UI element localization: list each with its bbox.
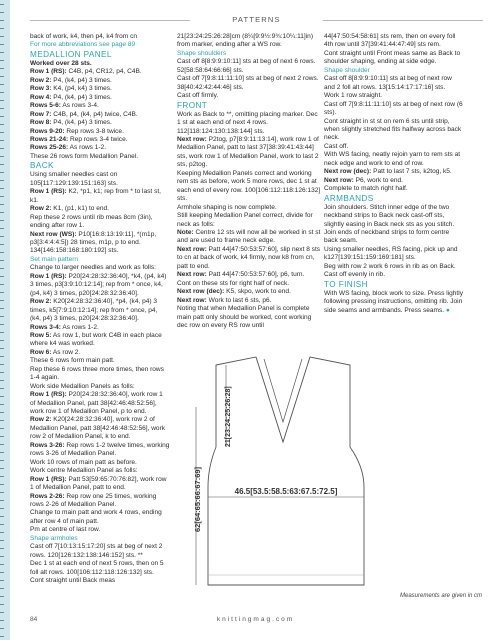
pattern-row-label: Row 2: bbox=[30, 205, 52, 213]
ruler-tick bbox=[0, 156, 4, 157]
ruler-tick bbox=[0, 484, 4, 485]
abbreviations-link[interactable]: For more abbreviations see page 89 bbox=[30, 41, 136, 49]
ruler-tick bbox=[0, 284, 4, 285]
ruler-tick bbox=[0, 228, 4, 229]
front-rows-2 bbox=[177, 288, 321, 305]
ruler-tick bbox=[0, 92, 4, 93]
front-next-row bbox=[177, 136, 321, 170]
header-rule-right bbox=[323, 20, 483, 21]
ruler-tick bbox=[0, 612, 4, 613]
pattern-row bbox=[30, 493, 170, 510]
paragraph: Rep these 6 rows three more times, then rows 1-4 again. bbox=[30, 365, 164, 382]
ruler-tick bbox=[0, 116, 4, 117]
pattern-row bbox=[30, 416, 170, 441]
ruler-tick bbox=[0, 324, 4, 325]
shape-armholes-text-3: Cont straight until Back meas bbox=[30, 577, 116, 585]
pattern-row-text: Rep rows 3-4 twice. bbox=[68, 135, 128, 143]
pattern-row-text: P20[24:28:32:36:40], work row 1 of Medallion Panel, patt 38[42:46:48:52:56], work row 1 of Medallion Panel, p to end. bbox=[30, 391, 163, 416]
ruler-tick bbox=[0, 444, 4, 445]
pattern-row-text: P20[24:28:32:36:40], *k4, (p4, k4) 3 times, p3[3:9:10:12:14]; rep from * once, k4, (p4, k4) 3 times, p20[24:28:32:36:40]. bbox=[30, 272, 167, 297]
height-label: 62[64:65:66:67:69] bbox=[193, 466, 202, 532]
pattern-row bbox=[30, 68, 170, 76]
pattern-row bbox=[30, 349, 170, 357]
pattern-row-text: C4B, p4, (k4, p4) twice, C4B. bbox=[51, 110, 138, 118]
pattern-row-text: K2, *p1, k1; rep from * to last st, k1. bbox=[30, 188, 161, 204]
side-rows bbox=[30, 391, 170, 459]
paragraph: Pm at centre of last row. bbox=[30, 526, 101, 534]
front-rows bbox=[177, 246, 321, 280]
front-text-2: Keeping Medallion Panels correct and working rem sts as before, work 5 more rows, dec 1 st at each end of every row. 100[106:112:118:126:132] sts. bbox=[177, 169, 321, 203]
pattern-row-text: P4, (k4, p4) 3 times. bbox=[51, 119, 112, 127]
pattern-row-label: Rows 9-20: bbox=[30, 127, 65, 135]
pattern-row-label: Row 5: bbox=[30, 331, 52, 339]
ruler-tick bbox=[0, 420, 4, 421]
pattern-row-label: Row 7: bbox=[30, 110, 52, 118]
pattern-row-label: Row 8: bbox=[30, 119, 52, 127]
ruler-tick bbox=[0, 460, 4, 461]
paragraph: Change to main patt and work 4 rows, ending after row 4 of main patt. bbox=[30, 509, 162, 525]
pattern-row-label: Row 3: bbox=[30, 85, 52, 93]
ruler-tick bbox=[0, 188, 4, 189]
pattern-row bbox=[30, 128, 170, 136]
paragraph: Cast off 7[9:8:11:11:10] sts at beg of next 2 rows. 38[40:42:42:44:46] sts. bbox=[177, 75, 319, 91]
ruler-tick bbox=[0, 380, 4, 381]
centre-rows bbox=[30, 476, 170, 510]
paragraph: Work side Medallion Panels as folls: bbox=[30, 382, 135, 390]
ruler-tick bbox=[0, 548, 4, 549]
ruler-tick bbox=[0, 412, 4, 413]
paragraph: Cast off 7[9:8:11:11:10] sts at beg of next row (6 sts). bbox=[324, 100, 463, 117]
shape-shoulder-heading: Shape shoulder bbox=[324, 66, 370, 74]
pattern-row-label: Row 1 (RS): bbox=[30, 475, 67, 483]
front-text-1: Work as Back to **, omitting placing marker. Dec 1 st at each end of next 4 rows. 112[118:124:130:138:144] sts. bbox=[177, 110, 318, 135]
ruler-tick bbox=[0, 564, 4, 565]
ruler-tick bbox=[0, 316, 4, 317]
paragraph: Work 1 row straight. bbox=[324, 92, 383, 100]
pattern-row-text: As rows 1-2. bbox=[68, 144, 107, 152]
set-main-heading: Set main pattern bbox=[30, 255, 79, 263]
ruler-tick bbox=[0, 476, 4, 477]
pattern-row-text: K20[24:28:32:36:40], work row 2 of Medallion Panel, patt 38[42:46:48:52:56], work row 2 of Medallion Panel, k to end. bbox=[30, 416, 166, 441]
pattern-row-label: Next row: bbox=[177, 271, 207, 279]
ruler-tick bbox=[0, 348, 4, 349]
col3-next-row bbox=[324, 168, 464, 176]
ruler-tick bbox=[0, 508, 4, 509]
back-rows bbox=[30, 188, 170, 256]
finish-heading: TO FINISH bbox=[324, 279, 368, 289]
col3-next-row-2 bbox=[324, 177, 464, 185]
pattern-row-text: P4, (k4, p4) 3 times. bbox=[51, 93, 112, 101]
pattern-row bbox=[30, 119, 170, 127]
ruler-tick bbox=[0, 124, 4, 125]
finish-body: With WS facing, block work to size. Press lightly following pressing instructions, omitting rib. Join side seams and armbands. Press seams. bbox=[324, 289, 463, 314]
pattern-row bbox=[177, 271, 321, 279]
ruler-tick bbox=[0, 244, 4, 245]
ruler-tick bbox=[0, 132, 4, 133]
ruler-tick bbox=[0, 164, 4, 165]
page-footer bbox=[30, 616, 481, 626]
ruler-tick bbox=[0, 500, 4, 501]
shoulders-body bbox=[177, 58, 321, 100]
pattern-row-text: As row 2. bbox=[51, 348, 81, 356]
ruler-tick bbox=[0, 212, 4, 213]
ruler-tick bbox=[0, 84, 4, 85]
pattern-row-label: Row 1 (RS): bbox=[30, 188, 67, 196]
ruler-tick bbox=[0, 516, 4, 517]
paragraph: Cast off 8[8:9:9:10:11] sts at beg of next row and 2 foll alt rows. 13[15:14:17:17:16] sts. bbox=[324, 75, 452, 91]
pattern-row-text: K20[24:28:32:36:40], *p4, (k4, p4) 3 times, k5[7:9:10:12:14]; rep from * once, p4, (k4, p4) 3 times, p20[24:28:32:36:40]. bbox=[30, 298, 158, 323]
side-ruler bbox=[0, 0, 10, 640]
ruler-tick bbox=[0, 604, 4, 605]
pattern-row bbox=[30, 188, 170, 205]
ruler-tick bbox=[0, 596, 4, 597]
site-url: knittingmag.com bbox=[216, 616, 295, 623]
ruler-tick bbox=[0, 52, 4, 53]
pattern-row-label: Row 1 (RS): bbox=[30, 68, 67, 76]
column-2 bbox=[177, 33, 321, 330]
complete-text: Complete to match right half. bbox=[324, 185, 408, 193]
pattern-row-label: Rows 3-26: bbox=[30, 441, 65, 449]
pattern-row-text: Patt 44[47:50:53:57:60], p6, turn. bbox=[206, 271, 305, 279]
pattern-row-text: K4, (p4, k4) 3 times. bbox=[51, 85, 112, 93]
ruler-tick bbox=[0, 636, 4, 637]
pattern-row-text: Rep rows 1-2 twelve times, working rows 3-26 of Medallion Panel. bbox=[30, 441, 170, 458]
pattern-row-text: As rows 1-2. bbox=[60, 323, 99, 331]
pattern-row-label: Row 6: bbox=[30, 348, 52, 356]
pattern-row-text: Rep rows 3-8 twice. bbox=[64, 127, 124, 135]
ruler-tick bbox=[0, 20, 4, 21]
pattern-row-text: K5, skpo, work to end. bbox=[224, 288, 291, 296]
paragraph: Cast off 8[8:9:9:10:11] sts at beg of next 6 rows. 52[58:58:64:66:66] sts. bbox=[177, 58, 316, 74]
ruler-tick bbox=[0, 356, 4, 357]
paragraph: Work centre Medallion Panel as folls: bbox=[30, 467, 138, 475]
ruler-tick bbox=[0, 12, 4, 13]
ruler-tick bbox=[0, 236, 4, 237]
pattern-row-label: Next row: bbox=[177, 245, 207, 253]
side-rest bbox=[30, 459, 170, 476]
paragraph: Work 10 rows of main patt as before. bbox=[30, 458, 137, 466]
pattern-row bbox=[30, 144, 170, 152]
ruler-tick bbox=[0, 532, 4, 533]
ruler-tick bbox=[0, 540, 4, 541]
ruler-tick bbox=[0, 172, 4, 173]
pattern-row-text: As row 1, but work C4B in each place where k4 was worked. bbox=[30, 331, 162, 348]
ruler-tick bbox=[0, 108, 4, 109]
medallion-heading: MEDALLION PANEL bbox=[30, 49, 112, 59]
col3-next-row-label: Next row (dec): bbox=[324, 168, 372, 176]
ruler-tick bbox=[0, 372, 4, 373]
pattern-row-text: Rep row one 25 times, working rows 2-26 of Medallion Panel. bbox=[30, 492, 157, 509]
ruler-tick bbox=[0, 404, 4, 405]
end-bullet-icon: ● bbox=[445, 306, 450, 314]
shape-shoulders-heading: Shape shoulders bbox=[177, 49, 227, 57]
ruler-tick bbox=[0, 76, 4, 77]
front-next-row-label: Next row: bbox=[177, 135, 207, 143]
finish-text bbox=[324, 290, 464, 315]
ruler-tick bbox=[0, 492, 4, 493]
col3-next-row-text: Patt to last 7 sts, k2tog, k5. bbox=[371, 168, 452, 176]
col3-lead: 44[47:50:54:58:61] sts rem, then on every foll 4th row until 37[39:41:44:47:49] sts rem. bbox=[324, 33, 456, 49]
pattern-row-label: Row 2: bbox=[30, 416, 52, 424]
neck-band bbox=[264, 359, 302, 422]
pattern-row bbox=[30, 273, 170, 298]
armbands-text: Join shoulders. Stitch inner edge of the two neckband strips to Back neck cast-off sts, slightly easing in Back neck sts as you stitch. Join ends of neckband strips to form centre back seam. bbox=[324, 203, 455, 245]
medallion-rows bbox=[30, 68, 170, 153]
ruler-tick bbox=[0, 332, 4, 333]
column-3 bbox=[324, 33, 464, 315]
ruler-tick bbox=[0, 628, 4, 629]
ruler-tick bbox=[0, 620, 4, 621]
front-note bbox=[177, 229, 321, 246]
pattern-row bbox=[30, 214, 170, 231]
section-title: PATTERNS bbox=[232, 15, 281, 24]
pattern-row-text: P10[16:8:13:19:11], *(m1p, p3[3:4:4:4:5]) 28 times, m1p, p to end. 134[146:158:168:180:192] sts. bbox=[30, 230, 157, 255]
set-main-text: Change to larger needles and work as folls: bbox=[30, 264, 156, 272]
pattern-row-label: Next row: bbox=[177, 296, 207, 304]
ruler-tick bbox=[0, 220, 4, 221]
armbands-text-2: Using smaller needles, RS facing, pick up and k127[139:151:159:169:181] sts. bbox=[324, 245, 458, 262]
front-text-5: Cont on these sts for right half of neck. bbox=[177, 279, 290, 287]
pattern-row-label: Next row (WS): bbox=[30, 230, 77, 238]
column-1 bbox=[30, 33, 170, 586]
pattern-row-label: Rows 2-26: bbox=[30, 492, 65, 500]
ruler-tick bbox=[0, 388, 4, 389]
front-text-4: Still keeping Medallion Panel correct, divide for neck as folls: bbox=[177, 212, 313, 228]
front-next-row-text: P2tog, p7[8:9:11:13:14], work row 1 of Medallion Panel, patt to last 37[38:39:41:43:44] sts, work row 1 of Medallion Panel, work to last 2 sts, p2tog. bbox=[177, 135, 319, 169]
paragraph: Cont straight in st st on rem 6 sts until strip, when slightly stretched fits halfway across back neck. bbox=[324, 117, 462, 142]
col3-lead-2: Cont straight until Front meas same as Back to shoulder shaping, ending at side edge. bbox=[324, 49, 461, 66]
ruler-tick bbox=[0, 556, 4, 557]
medallion-cast: Worked over 28 sts. bbox=[30, 59, 92, 67]
pattern-row-text: Work to last 6 sts, p6. bbox=[206, 296, 272, 304]
ruler-tick bbox=[0, 268, 4, 269]
pattern-row bbox=[30, 298, 170, 323]
pattern-row bbox=[177, 246, 321, 271]
measurements-note: Measurements are given in cm bbox=[400, 593, 483, 599]
paragraph: These 6 rows form main patt. bbox=[30, 357, 115, 365]
ruler-tick bbox=[0, 252, 4, 253]
pattern-row-text: C4B, p4, CR12, p4, C4B. bbox=[66, 68, 142, 76]
pattern-row-text: P4, (k4, p4) 3 times. bbox=[51, 76, 112, 84]
pattern-row-label: Row 2: bbox=[30, 298, 52, 306]
ruler-tick bbox=[0, 292, 4, 293]
pattern-row bbox=[30, 391, 170, 416]
pattern-row-label: Row 1 (RS): bbox=[30, 272, 67, 280]
pattern-row bbox=[30, 205, 170, 213]
pattern-row-label: Row 4: bbox=[30, 93, 52, 101]
pattern-row-label: Row 2: bbox=[30, 76, 52, 84]
ruler-tick bbox=[0, 196, 4, 197]
ruler-tick bbox=[0, 588, 4, 589]
pattern-row bbox=[30, 332, 170, 349]
pattern-row-text: Rep these 2 rows until rib meas 8cm (3in), ending after row 1. bbox=[30, 213, 153, 230]
intro-text: back of work, k4, then p4, k4 from cn bbox=[30, 33, 137, 40]
shoulder-body bbox=[324, 75, 464, 168]
pattern-row bbox=[30, 136, 170, 144]
pattern-row bbox=[30, 85, 170, 93]
pattern-row-label: Row 1 (RS): bbox=[30, 391, 67, 399]
paragraph: Cast off. bbox=[324, 142, 349, 150]
ruler-tick bbox=[0, 276, 4, 277]
pattern-row bbox=[30, 111, 170, 119]
width-label: 46.5[53.5:58.5:63:67.5:72.5] bbox=[234, 487, 338, 496]
ruler-tick bbox=[0, 260, 4, 261]
pattern-row bbox=[30, 77, 170, 85]
front-heading: FRONT bbox=[177, 100, 208, 110]
back-castOn: Using smaller needles cast on 105[117:129:139:151:163] sts. bbox=[30, 171, 118, 187]
medallion-end: These 26 rows form Medallion Panel. bbox=[30, 152, 139, 160]
ruler-tick bbox=[0, 308, 4, 309]
pattern-row bbox=[177, 288, 321, 296]
ruler-tick bbox=[0, 524, 4, 525]
ruler-tick bbox=[0, 300, 4, 301]
pattern-row-label: Rows 3-4: bbox=[30, 323, 61, 331]
armbands-text-3: Beg with row 2 work 6 rows in rib as on Back. Cast off evenly in rib. bbox=[324, 262, 456, 279]
pattern-row bbox=[30, 324, 170, 332]
paragraph: Cast off firmly. bbox=[177, 92, 219, 100]
pattern-row-label: Next row (dec): bbox=[177, 288, 225, 296]
pattern-row bbox=[30, 94, 170, 102]
back-heading: BACK bbox=[30, 161, 54, 171]
pattern-row bbox=[30, 476, 170, 493]
ruler-tick bbox=[0, 580, 4, 581]
col3-next-row-2-label: Next row: bbox=[324, 176, 354, 184]
ruler-tick bbox=[0, 44, 4, 45]
col3-next-row-2-text: P6, work to end. bbox=[353, 176, 403, 184]
ruler-tick bbox=[0, 468, 4, 469]
ruler-tick bbox=[0, 572, 4, 573]
front-text-3: Armhole shaping is now complete. bbox=[177, 203, 277, 211]
shape-armholes-text-2: Dec 1 st at each end of next 5 rows, then on 5 foll alt rows. 100[106:112:118:126:132] sts. bbox=[30, 560, 164, 576]
main-rest bbox=[30, 357, 170, 391]
vest-schematic bbox=[186, 347, 396, 592]
main-rows bbox=[30, 273, 170, 358]
ruler-tick bbox=[0, 452, 4, 453]
pattern-row bbox=[30, 231, 170, 256]
ruler-tick bbox=[0, 4, 4, 5]
pattern-row-label: Rows 21-24: bbox=[30, 135, 69, 143]
pattern-row-text: As rows 3-4. bbox=[60, 102, 99, 110]
ruler-tick bbox=[0, 36, 4, 37]
pattern-row bbox=[177, 297, 321, 305]
shape-armholes-heading: Shape armholes bbox=[30, 534, 78, 542]
section-header bbox=[30, 16, 483, 24]
front-note-label: Note: bbox=[177, 228, 194, 236]
ruler-tick bbox=[0, 100, 4, 101]
pattern-row-text: K1, (p1, k1) to end. bbox=[51, 205, 109, 213]
pattern-row-text: Patt 53[59:65:70:76:82], work row 1 of Medallion Panel, patt to end. bbox=[30, 475, 167, 492]
centre-rest bbox=[30, 509, 170, 534]
ruler-tick bbox=[0, 180, 4, 181]
ruler-tick bbox=[0, 68, 4, 69]
paragraph: With WS facing, neatly rejoin yarn to rem sts at neck edge and work to end of row. bbox=[324, 151, 461, 167]
armhole-label: 21[23:24:25:26:28] bbox=[225, 386, 232, 447]
pattern-row-text: Patt 44[47:50:53:57:60], slip next 8 sts to cn at back of work, k4 firmly, now k8 from cn, patt to end. bbox=[177, 245, 321, 270]
ruler-tick bbox=[0, 396, 4, 397]
pattern-row bbox=[30, 442, 170, 459]
armbands-heading: ARMBANDS bbox=[324, 193, 374, 203]
front-text-6: Noting that when Medallion Panel is complete main patt only should be worked, cont working dec row on every RS row until bbox=[177, 305, 312, 329]
ruler-tick bbox=[0, 28, 4, 29]
ruler-tick bbox=[0, 364, 4, 365]
neck-band-inner bbox=[256, 357, 310, 442]
ruler-tick bbox=[0, 204, 4, 205]
ruler-tick bbox=[0, 436, 4, 437]
ruler-tick bbox=[0, 340, 4, 341]
col2-lead: 21[23:24:25:26:28]cm (8¼[9:9½:9¾:10¼:11]in) from marker, ending after a WS row. bbox=[177, 33, 314, 49]
pattern-row-label: Rows 5-6: bbox=[30, 102, 61, 110]
ruler-tick bbox=[0, 60, 4, 61]
pattern-row-label: Rows 25-26: bbox=[30, 144, 69, 152]
shape-armholes-text: Cast off 7[10:13:15:17:20] sts at beg of next 2 rows. 120[126:132:138:146:152] sts. ** bbox=[30, 543, 163, 559]
front-note-text: Centre 12 sts will now all be worked in st st and are used to frame neck edge. bbox=[177, 228, 321, 245]
ruler-tick bbox=[0, 148, 4, 149]
ruler-tick bbox=[0, 428, 4, 429]
ruler-tick bbox=[0, 140, 4, 141]
page-number: 84 bbox=[30, 616, 38, 623]
pattern-row bbox=[30, 102, 170, 110]
